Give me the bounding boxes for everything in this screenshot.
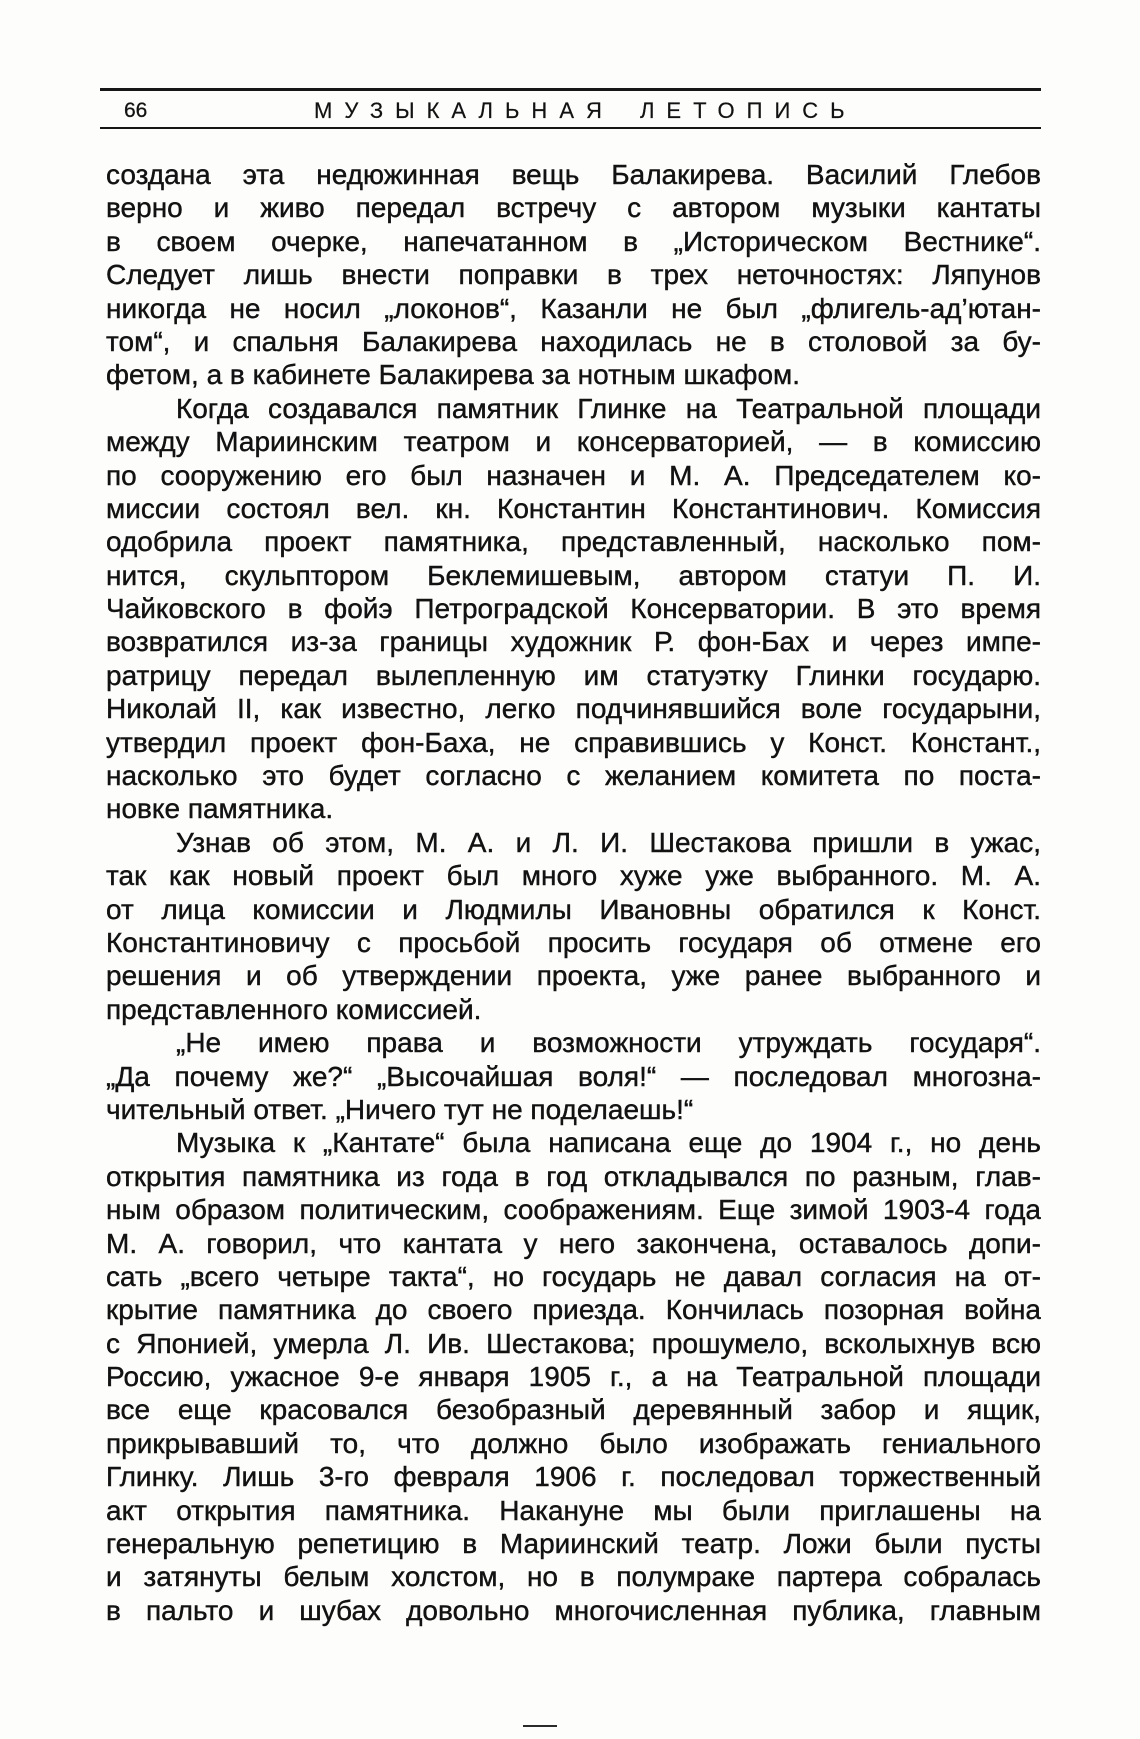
paragraph-5 <box>106 1126 1041 1627</box>
text-line: нится, скульптором Беклемишевым, автором статуи П. И. <box>106 559 1041 591</box>
text-line: новке памятника. <box>106 793 334 825</box>
text-line: том“, и спальня Балакирева находилась не в столовой за бу- <box>106 325 1041 357</box>
text-line: Чайковского в фойэ Петроградской Консерватории. В это время <box>106 593 1041 625</box>
text-line: верно и живо передал встречу с автором музыки кантаты <box>106 192 1041 224</box>
text-line: представленного комиссией. <box>106 993 482 1025</box>
header-bottom-rule <box>100 127 1041 129</box>
text-line: „Да почему же?“ „Высочайшая воля!“ — последовал многозна- <box>106 1060 1041 1092</box>
text-line: фетом, а в кабинете Балакирева за нотным шкафом. <box>106 359 801 391</box>
text-line: создана эта недюжинная вещь Балакирева. Василий Глебов <box>106 159 1041 190</box>
text-line: решения и об утверждении проекта, уже ранее выбранного и <box>106 960 1041 992</box>
text-line: с Японией, умерла Л. Ив. Шестакова; прошумело, всколыхнув всю <box>106 1327 1041 1359</box>
text-line: Узнав об этом, М. А. и Л. И. Шестакова пришли в ужас, <box>176 826 1041 858</box>
text-line: одобрила проект памятника, представленный, насколько пом- <box>106 526 1041 558</box>
page-number: 66 <box>124 99 148 122</box>
paragraph-2 <box>106 392 1041 826</box>
text-line: все еще красовался безобразный деревянный забор и ящик, <box>106 1394 1041 1426</box>
paragraph-4 <box>106 1026 1041 1126</box>
text-line: возвратился из-за границы художник Р. фон-Бах и через импе- <box>106 626 1041 658</box>
text-line: Россию, ужасное 9-е января 1905 г., а на Театральной площади <box>106 1361 1041 1393</box>
text-line: Когда создавался памятник Глинке на Театральной площади <box>176 392 1041 424</box>
text-line: миссии состоял вел. кн. Константин Константинович. Комиссия <box>106 492 1041 524</box>
text-line: открытия памятника из года в год откладывался по разным, глав- <box>106 1160 1041 1192</box>
running-title: МУЗЫКАЛЬНАЯ ЛЕТОПИСЬ <box>314 98 857 123</box>
text-line: и затянуты белым холстом, но в полумраке партера собралась <box>106 1561 1041 1593</box>
text-line: в своем очерке, напечатанном в „Историческом Вестнике“. <box>106 225 1041 257</box>
text-line: Глинку. Лишь 3-го февраля 1906 г. последовал торжественный <box>106 1461 1041 1493</box>
text-line: никогда не носил „локонов“, Казанли не был „флигель-ад’ютан- <box>106 292 1041 324</box>
text-line: ным образом политическим, соображениям. Еще зимой 1903-4 года <box>106 1194 1041 1226</box>
text-line: прикрывавший то, что должно было изображать гениального <box>106 1427 1041 1459</box>
text-line: так как новый проект был много хуже уже выбранного. М. А. <box>106 860 1041 892</box>
text-line: Следует лишь внести поправки в трех неточностях: Ляпунов <box>106 259 1041 291</box>
paragraph-1 <box>106 158 1041 392</box>
text-line: чительный ответ. „Ничего тут не поделаешь!“ <box>106 1093 694 1125</box>
text-line: М. А. говорил, что кантата у него закончена, оставалось допи- <box>106 1227 1041 1259</box>
text-line: между Мариинским театром и консерваторией, — в комиссию <box>106 426 1041 458</box>
scan-mark <box>523 1725 557 1727</box>
text-line: утвердил проект фон-Баха, не справившись у Конст. Констант., <box>106 726 1041 758</box>
text-line: генеральную репетицию в Мариинский театр. Ложи были пусты <box>106 1528 1041 1560</box>
paragraph-3 <box>106 826 1041 1026</box>
text-line: Константиновичу с просьбой просить государя об отмене его <box>106 926 1041 958</box>
text-line: Музыка к „Кантате“ была написана еще до 1904 г., но день <box>176 1127 1041 1159</box>
text-line: в пальто и шубах довольно многочисленная публика, главным <box>106 1594 1041 1626</box>
text-line: от лица комиссии и Людмилы Ивановны обратился к Конст. <box>106 893 1041 925</box>
text-line: по сооружению его был назначен и М. А. Председателем ко- <box>106 459 1041 491</box>
text-line: крытие памятника до своего приезда. Кончилась позорная война <box>106 1294 1041 1326</box>
text-line: сать „всего четыре такта“, но государь не давал согласия на от- <box>106 1260 1041 1292</box>
text-line: Николай II, как известно, легко подчинявшийся воле государыни, <box>106 693 1041 725</box>
text-line: „Не имею права и возможности утруждать государя“. <box>176 1027 1041 1059</box>
text-line: ратрицу передал вылепленную им статуэтку Глинки государю. <box>106 659 1041 691</box>
text-line: насколько это будет согласно с желанием комитета по поста- <box>106 760 1041 792</box>
body-text <box>106 158 1041 1627</box>
header-top-rule <box>100 88 1041 91</box>
text-line: акт открытия памятника. Накануне мы были приглашены на <box>106 1494 1041 1526</box>
